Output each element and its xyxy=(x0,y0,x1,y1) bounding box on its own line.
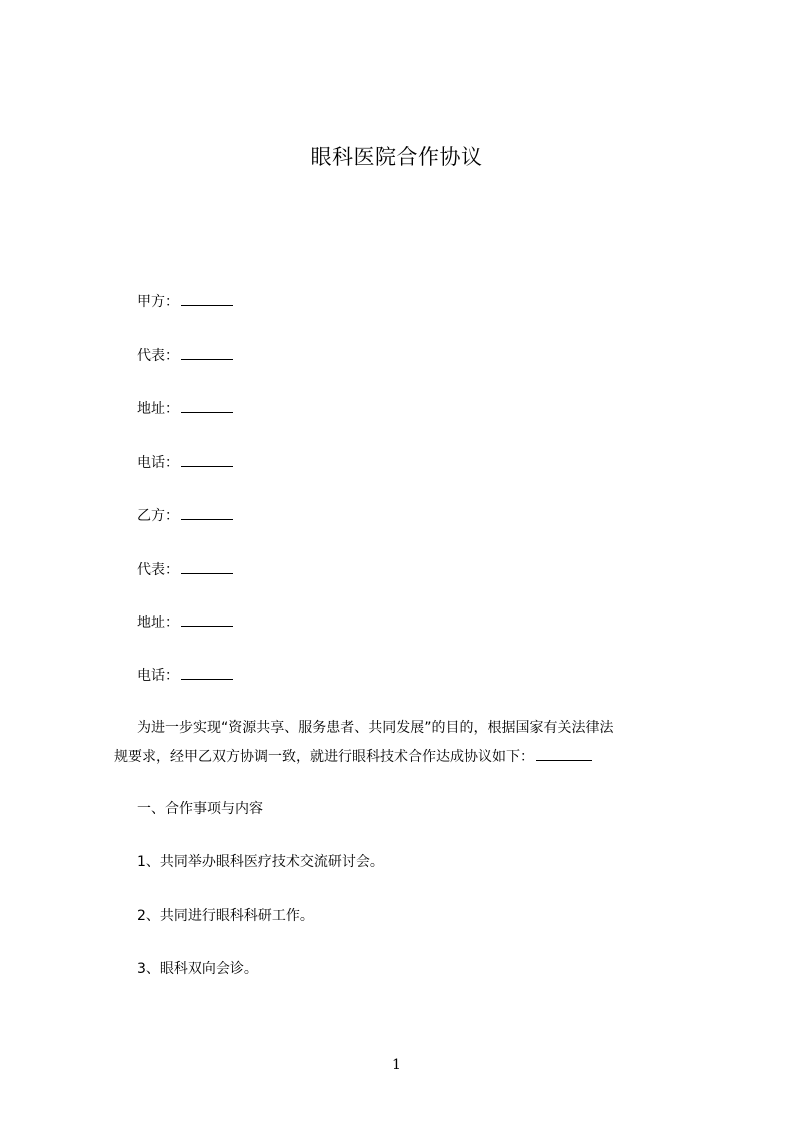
party-b-rep-blank xyxy=(181,559,233,574)
preamble-line-2-text: 规要求，经甲乙双方协调一致，就进行眼科技术合作达成协议如下： xyxy=(114,749,534,765)
preamble-line-2 xyxy=(114,746,592,767)
party-a-address-line xyxy=(137,398,233,419)
list-item-1: 1、共同举办眼科医疗技术交流研讨会。 xyxy=(137,854,384,870)
party-a-phone-blank xyxy=(181,452,233,467)
party-b-phone-blank xyxy=(181,665,233,680)
party-a-name-line xyxy=(137,291,233,312)
party-b-name-line xyxy=(137,505,233,526)
section-1-heading: 一、合作事项与内容 xyxy=(137,801,263,817)
party-a-phone-line xyxy=(137,452,233,473)
page-number: 1 xyxy=(392,1057,401,1073)
party-b-address-label: 地址： xyxy=(137,615,179,631)
party-b-name-blank xyxy=(181,505,233,520)
party-b-name-label: 乙方： xyxy=(137,508,179,524)
party-b-phone-label: 电话： xyxy=(137,668,179,684)
party-a-rep-label: 代表： xyxy=(137,348,179,364)
party-a-rep-blank xyxy=(181,345,233,360)
preamble-line-1: 为进一步实现“资源共享、服务患者、共同发展”的目的，根据国家有关法律法 xyxy=(137,720,614,736)
party-a-rep-line xyxy=(137,345,233,366)
party-a-name-label: 甲方： xyxy=(137,294,179,310)
party-a-phone-label: 电话： xyxy=(137,455,179,471)
party-b-rep-label: 代表： xyxy=(137,562,179,578)
preamble-blank xyxy=(536,746,592,761)
document-title: 眼科医院合作协议 xyxy=(310,145,483,169)
party-b-address-line xyxy=(137,612,233,633)
party-a-address-label: 地址： xyxy=(137,401,179,417)
party-b-rep-line xyxy=(137,559,233,580)
list-item-2: 2、共同进行眼科科研工作。 xyxy=(137,908,314,924)
list-item-3: 3、眼科双向会诊。 xyxy=(137,961,258,977)
party-a-address-blank xyxy=(181,398,233,413)
party-a-name-blank xyxy=(181,291,233,306)
party-b-address-blank xyxy=(181,612,233,627)
party-b-phone-line xyxy=(137,665,233,686)
